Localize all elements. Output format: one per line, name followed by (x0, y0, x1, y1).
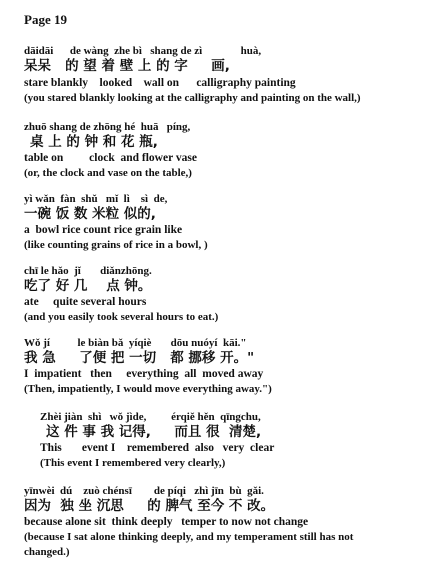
translation-line-continued: changed.) (24, 546, 70, 558)
hanzi-line: 我 急 了便 把 一切 都 挪移 开。" (24, 350, 255, 366)
pinyin-line: yīnwèi dú zuò chénsī de píqi zhì jīn bù gǎi. (24, 485, 264, 497)
gloss-line: because alone sit think deeply temper to now not change (24, 516, 309, 528)
gloss-line: I impatient then everything all moved away (24, 368, 264, 380)
translation-line: (This event I remembered very clearly,) (40, 457, 226, 469)
hanzi-line: 吃了 好 几 点 钟。 (24, 278, 152, 294)
gloss-line: a bowl rice count rice grain like (24, 224, 183, 236)
hanzi-line: 呆呆 的 望 着 壁 上 的 字 画, (24, 58, 230, 74)
translation-line: (and you easily took several hours to eat.) (24, 311, 219, 323)
hanzi-line: 这 件 事 我 记得, 而且 很 清楚, (46, 424, 262, 440)
translation-line: (or, the clock and vase on the table,) (24, 167, 192, 179)
pinyin-line: dāidāi de wàng zhe bì shang de zì huà, (24, 45, 262, 57)
pinyin-line: Wǒ jí le biàn bǎ yíqiè dōu nuóyí kāi." (24, 337, 247, 349)
pinyin-line: zhuō shang de zhōng hé huā píng, (24, 121, 191, 133)
page-number: Page 19 (24, 12, 67, 27)
gloss-line: ate quite several hours (24, 296, 147, 308)
hanzi-line: 桌 上 的 钟 和 花 瓶, (30, 134, 158, 150)
translation-line: (like counting grains of rice in a bowl, ) (24, 239, 208, 251)
hanzi-line: 一碗 饭 数 米粒 似的, (24, 206, 156, 222)
translation-line: (you stared blankly looking at the calligraphy and painting on the wall,) (24, 92, 361, 104)
translation-line: (because I sat alone thinking deeply, and my temperament still has not (24, 531, 354, 543)
gloss-line: stare blankly looked wall on calligraphy painting (24, 77, 296, 89)
gloss-line: table on clock and flower vase (24, 152, 197, 164)
pinyin-line: chī le hǎo jǐ diǎnzhōng. (24, 265, 152, 277)
translation-line: (Then, impatiently, I would move everything away.") (24, 383, 272, 395)
hanzi-line: 因为 独 坐 沉思 的 脾气 至今 不 改。 (24, 498, 275, 514)
pinyin-line: Zhèi jiàn shì wǒ jìde, érqiě hěn qīngchu, (40, 411, 261, 423)
pinyin-line: yì wǎn fàn shǔ mǐ lì sì de, (24, 193, 168, 205)
gloss-line: This event I remembered also very clear (40, 442, 275, 454)
